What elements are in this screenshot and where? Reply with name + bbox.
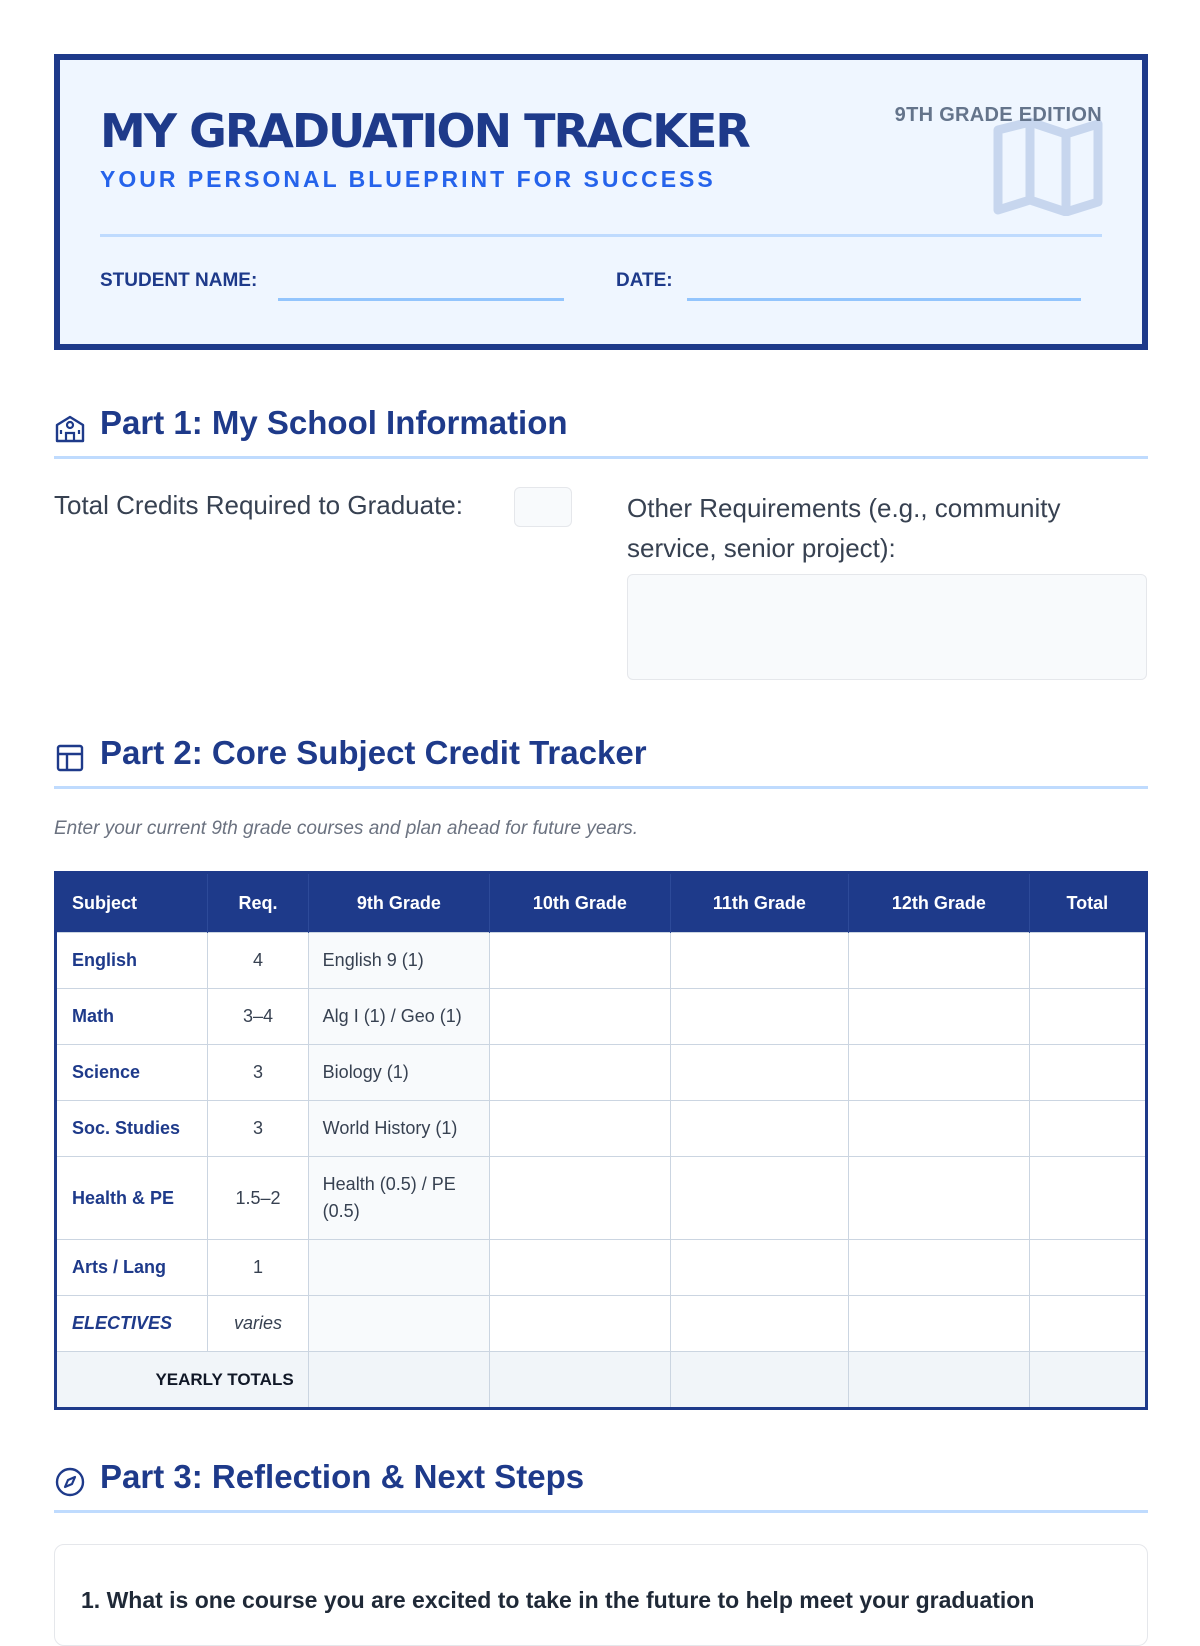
table-header-row (56, 873, 1147, 933)
other-requirements-label: Other Requirements (e.g., community service, senior project): (627, 493, 1061, 563)
table-row (56, 1045, 1147, 1101)
grade10-cell[interactable] (490, 1240, 670, 1296)
table-row (56, 1240, 1147, 1296)
subject-cell: Math (56, 989, 208, 1045)
table-row (56, 1101, 1147, 1157)
column-header: 12th Grade (849, 873, 1029, 933)
part3-title: Part 3: Reflection & Next Steps (100, 1458, 585, 1495)
tracker-instructions: Enter your current 9th grade courses and plan ahead for future years. (54, 818, 639, 839)
grade12-cell[interactable] (849, 933, 1029, 989)
map-icon (990, 116, 1106, 216)
grade12-total-cell[interactable] (849, 1352, 1029, 1409)
required-cell: varies (208, 1296, 308, 1352)
student-name-field[interactable] (278, 298, 564, 301)
grand-total-cell (1029, 1352, 1146, 1409)
subject-cell: English (56, 933, 208, 989)
column-header: 10th Grade (490, 873, 670, 933)
column-header: Subject (56, 873, 208, 933)
grade11-cell[interactable] (670, 1240, 848, 1296)
grade9-cell[interactable] (308, 1240, 489, 1296)
grade9-cell[interactable]: English 9 (1) (308, 933, 489, 989)
grade12-cell[interactable] (849, 1045, 1029, 1101)
grade9-cell[interactable]: Health (0.5) / PE (0.5) (308, 1157, 489, 1240)
grade12-cell[interactable] (849, 1240, 1029, 1296)
grade10-cell[interactable] (490, 933, 670, 989)
grade9-cell[interactable]: Biology (1) (308, 1045, 489, 1101)
required-cell: 1.5–2 (208, 1157, 308, 1240)
total-cell[interactable] (1029, 1240, 1146, 1296)
subject-cell: ELECTIVES (56, 1296, 208, 1352)
grade12-cell[interactable] (849, 1157, 1029, 1240)
grade10-total-cell[interactable] (490, 1352, 670, 1409)
total-cell[interactable] (1029, 933, 1146, 989)
yearly-totals-label: YEARLY TOTALS (56, 1352, 309, 1409)
other-requirements-input[interactable] (627, 574, 1147, 680)
grade9-cell[interactable] (308, 1296, 489, 1352)
part1-heading (54, 404, 1148, 459)
grade11-cell[interactable] (670, 933, 848, 989)
grade12-cell[interactable] (849, 1101, 1029, 1157)
grade11-cell[interactable] (670, 989, 848, 1045)
subject-cell: Soc. Studies (56, 1101, 208, 1157)
table-row (56, 1296, 1147, 1352)
student-name-label: STUDENT NAME: (100, 270, 258, 291)
grade12-cell[interactable] (849, 1296, 1029, 1352)
subject-cell: Arts / Lang (56, 1240, 208, 1296)
column-header: Total (1029, 873, 1146, 933)
grade9-cell[interactable]: World History (1) (308, 1101, 489, 1157)
column-header: 9th Grade (308, 873, 489, 933)
compass-icon (54, 1466, 86, 1498)
grade10-cell[interactable] (490, 989, 670, 1045)
total-cell[interactable] (1029, 989, 1146, 1045)
table-row (56, 933, 1147, 989)
part2-title: Part 2: Core Subject Credit Tracker (100, 734, 647, 771)
table-row (56, 1157, 1147, 1240)
subject-cell: Science (56, 1045, 208, 1101)
reflection-question-1: 1. What is one course you are excited to take in the future to help meet your graduation (81, 1587, 1035, 1613)
grade11-cell[interactable] (670, 1045, 848, 1101)
required-cell: 3 (208, 1045, 308, 1101)
subject-cell: Health & PE (56, 1157, 208, 1240)
header-divider (100, 234, 1102, 237)
total-cell[interactable] (1029, 1157, 1146, 1240)
required-cell: 4 (208, 933, 308, 989)
required-cell: 1 (208, 1240, 308, 1296)
grade10-cell[interactable] (490, 1101, 670, 1157)
part3-heading (54, 1458, 1148, 1513)
column-header: 11th Grade (670, 873, 848, 933)
yearly-totals-row (56, 1352, 1147, 1409)
table-row (56, 989, 1147, 1045)
credit-tracker-table (54, 871, 1148, 1410)
page-subtitle: YOUR PERSONAL BLUEPRINT FOR SUCCESS (100, 166, 716, 192)
school-icon (54, 412, 86, 444)
date-label: DATE: (616, 270, 673, 291)
total-cell[interactable] (1029, 1296, 1146, 1352)
reflection-question-card (54, 1544, 1148, 1646)
required-cell: 3 (208, 1101, 308, 1157)
grade9-cell[interactable]: Alg I (1) / Geo (1) (308, 989, 489, 1045)
table-icon (54, 742, 86, 774)
grade10-cell[interactable] (490, 1045, 670, 1101)
required-cell: 3–4 (208, 989, 308, 1045)
grade9-total-cell[interactable] (308, 1352, 489, 1409)
credits-input[interactable] (514, 487, 572, 527)
total-cell[interactable] (1029, 1045, 1146, 1101)
page-title: MY GRADUATION TRACKER (100, 104, 749, 158)
grade11-cell[interactable] (670, 1157, 848, 1240)
grade11-total-cell[interactable] (670, 1352, 848, 1409)
column-header: Req. (208, 873, 308, 933)
date-field[interactable] (687, 298, 1081, 301)
grade11-cell[interactable] (670, 1101, 848, 1157)
credits-label: Total Credits Required to Graduate: (54, 490, 463, 520)
edition-badge: 9TH GRADE EDITION (894, 104, 1102, 126)
part2-heading (54, 734, 1148, 789)
header-card (54, 54, 1148, 350)
part1-title: Part 1: My School Information (100, 404, 568, 441)
total-cell[interactable] (1029, 1101, 1146, 1157)
grade12-cell[interactable] (849, 989, 1029, 1045)
grade11-cell[interactable] (670, 1296, 848, 1352)
grade10-cell[interactable] (490, 1296, 670, 1352)
grade10-cell[interactable] (490, 1157, 670, 1240)
